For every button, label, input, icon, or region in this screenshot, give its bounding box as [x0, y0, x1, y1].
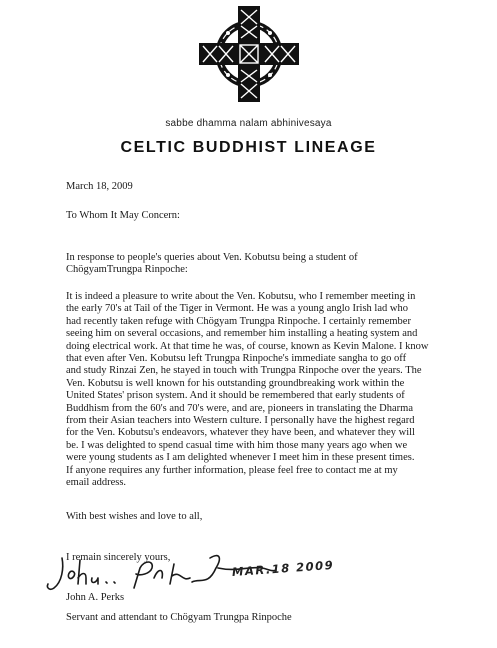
body-line: doing electrical work. At that time he was, of course, known as Kevin Malone. I know	[66, 340, 429, 352]
body-line: seeing him on several occasions, and remember him installing a heating system and	[66, 328, 418, 340]
signer-title: Servant and attendant to Chögyam Trungpa Rinpoche	[66, 612, 292, 623]
body-line: the early 70's at Tail of the Tiger in Vermont. He was a young anglo Irish lad who	[66, 303, 408, 315]
letterhead-motto: sabbe dhamma nalam abhinivesaya	[165, 118, 332, 129]
body-line: email address.	[66, 477, 127, 489]
body-line: Buddhism from the 60's and 70's were, and are, pioneers in translating the Dharma	[66, 402, 413, 414]
body-line: had recently taken refuge with Chögyam Trungpa Rinpoche. I certainly remember	[66, 315, 411, 327]
body-line: be. I was delighted to spend casual time with him those many years ago when we	[66, 439, 408, 451]
handwritten-date: MAR.18 2009	[231, 557, 335, 579]
body-line: Ven. Kobutsu is well known for his outstanding groundbreaking work within the	[66, 377, 405, 389]
body-line: It is indeed a pleasure to write about the Ven. Kobutsu, who I remember meeting in	[66, 291, 416, 302]
body-line: If anyone requires any further information, please feel free to contact me at my	[66, 464, 398, 476]
celtic-cross-knotwork-icon	[197, 4, 301, 104]
body-line: that even after Ven. Kobutsu left Trungpa Rinpoche's immediate sangha to go off	[66, 353, 407, 365]
remain-line: I remain sincerely yours,	[66, 552, 171, 563]
body-line: United States' prison system. And it should be remembered that early students of	[66, 390, 405, 402]
intro-line: ChögyamTrungpa Rinpoche:	[66, 264, 188, 275]
intro-line: In response to people's queries about Ven. Kobutsu being a student of	[66, 252, 358, 263]
body-line: from their Asian teachers into Western culture. I personally have the highest regard	[66, 415, 415, 427]
closing-line: With best wishes and love to all,	[66, 511, 203, 522]
salutation: To Whom It May Concern:	[66, 210, 180, 221]
signer-name: John A. Perks	[66, 592, 125, 603]
letter-date: March 18, 2009	[66, 181, 133, 192]
letterhead-title: CELTIC BUDDHIST LINEAGE	[120, 139, 377, 156]
body-paragraph	[66, 291, 428, 490]
body-line: and study Rinzai Zen, he stayed in touch with Trungpa Rinpoche over the years. The	[66, 365, 422, 377]
body-line: were young students as I am delighted whenever I meet him in these present times.	[66, 452, 415, 464]
body-line: for the Ven. Kobutsu's endeavors, whatever they have been, and whatever they will	[66, 427, 415, 439]
